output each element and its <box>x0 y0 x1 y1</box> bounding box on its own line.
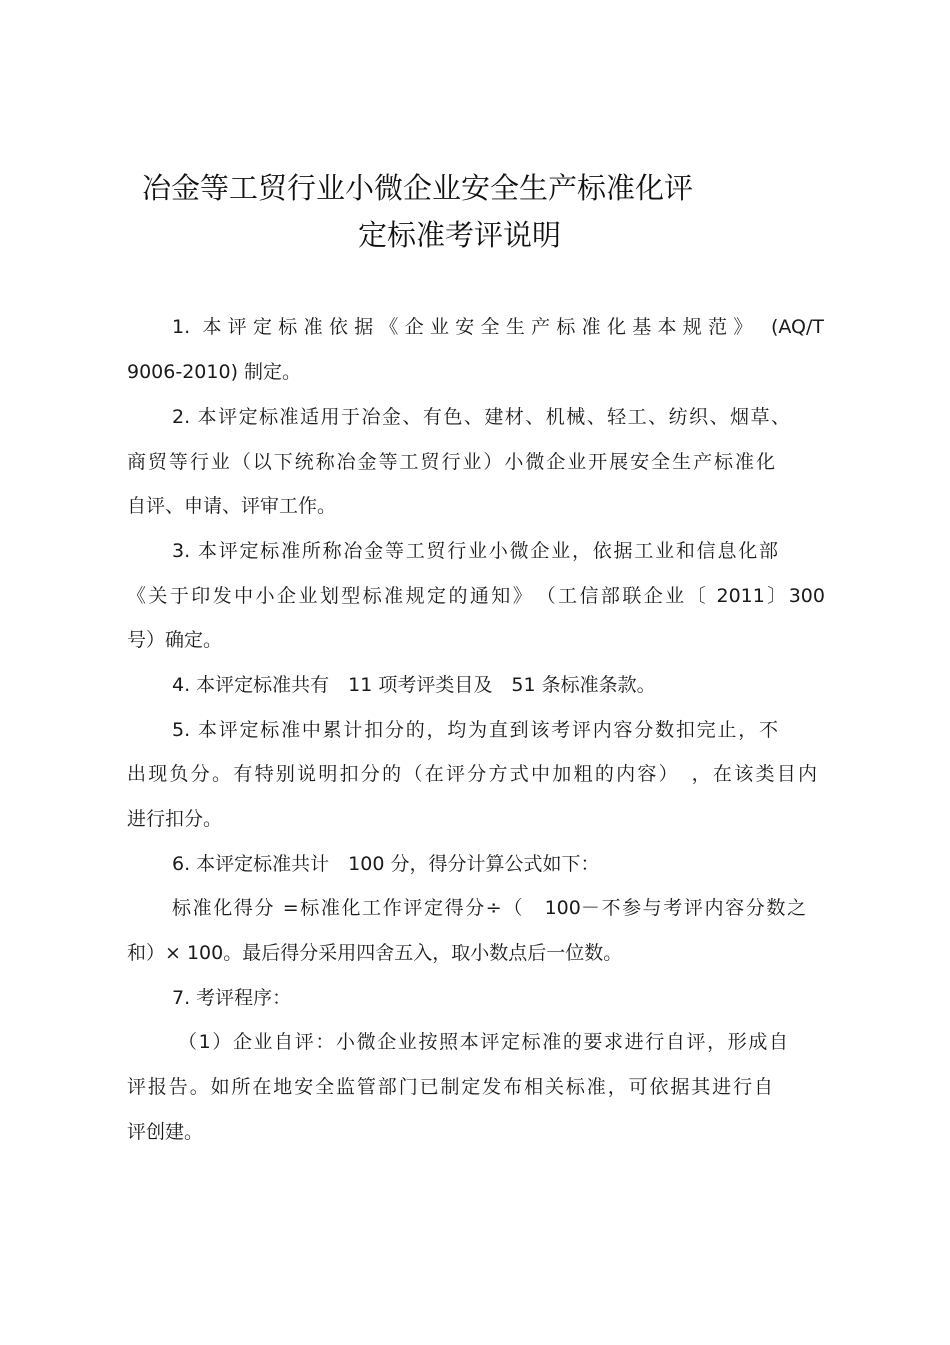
paragraph-6-line-1: 6. 本评定标准共计 100 分，得分计算公式如下： <box>172 853 600 875</box>
formula-line-2: 和）× 100。最后得分采用四舍五入，取小数点后一位数。 <box>127 942 623 964</box>
paragraph-5-line-2: 出现负分。有特别说明扣分的（在评分方式中加粗的内容） ，在该类目内 <box>127 763 817 785</box>
paragraph-5-line-1: 5. 本评定标准中累计扣分的，均为直到该考评内容分数扣完止，不 <box>172 719 778 741</box>
paragraph-3-line-3: 号）确定。 <box>127 629 223 651</box>
paragraph-7-heading: 7. 考评程序： <box>172 987 292 1009</box>
paragraph-5-line-3: 进行扣分。 <box>127 808 223 830</box>
paragraph-7-item-1-line-2: 评报告。如所在地安全监管部门已制定发布相关标准，可依据其进行自 <box>127 1076 773 1098</box>
paragraph-1-line-2: 9006-2010) 制定。 <box>127 361 302 383</box>
document-title-line-1: 冶金等工贸行业小微企业安全生产标准化评 <box>142 171 694 205</box>
paragraph-3-line-2: 《关于印发中小企业划型标准规定的通知》 （工信部联企业〔 2011〕300 <box>127 585 825 607</box>
formula-line-1: 标准化得分 =标准化工作评定得分÷（ 100－不参与考评内容分数之 <box>172 897 806 919</box>
document-title-line-2: 定标准考评说明 <box>358 218 562 252</box>
paragraph-7-item-1-line-1: （1）企业自评：小微企业按照本评定标准的要求进行自评，形成自 <box>178 1031 788 1053</box>
paragraph-2-line-1: 2. 本评定标准适用于冶金、有色、建材、机械、轻工、纺织、烟草、 <box>172 406 790 428</box>
paragraph-3-line-1: 3. 本评定标准所称冶金等工贸行业小微企业，依据工业和信息化部 <box>172 540 778 562</box>
paragraph-1-line-1: 1. 本评定标准依据《企业安全生产标准化基本规范》 (AQ/T <box>172 316 824 338</box>
paragraph-4-line-1: 4. 本评定标准共有 11 项考评类目及 51 条标准条款。 <box>172 674 656 696</box>
paragraph-2-line-3: 自评、申请、评审工作。 <box>127 495 337 517</box>
paragraph-2-line-2: 商贸等行业（以下统称冶金等工贸行业）小微企业开展安全生产标准化 <box>127 451 775 473</box>
paragraph-7-item-1-line-3: 评创建。 <box>127 1121 204 1143</box>
